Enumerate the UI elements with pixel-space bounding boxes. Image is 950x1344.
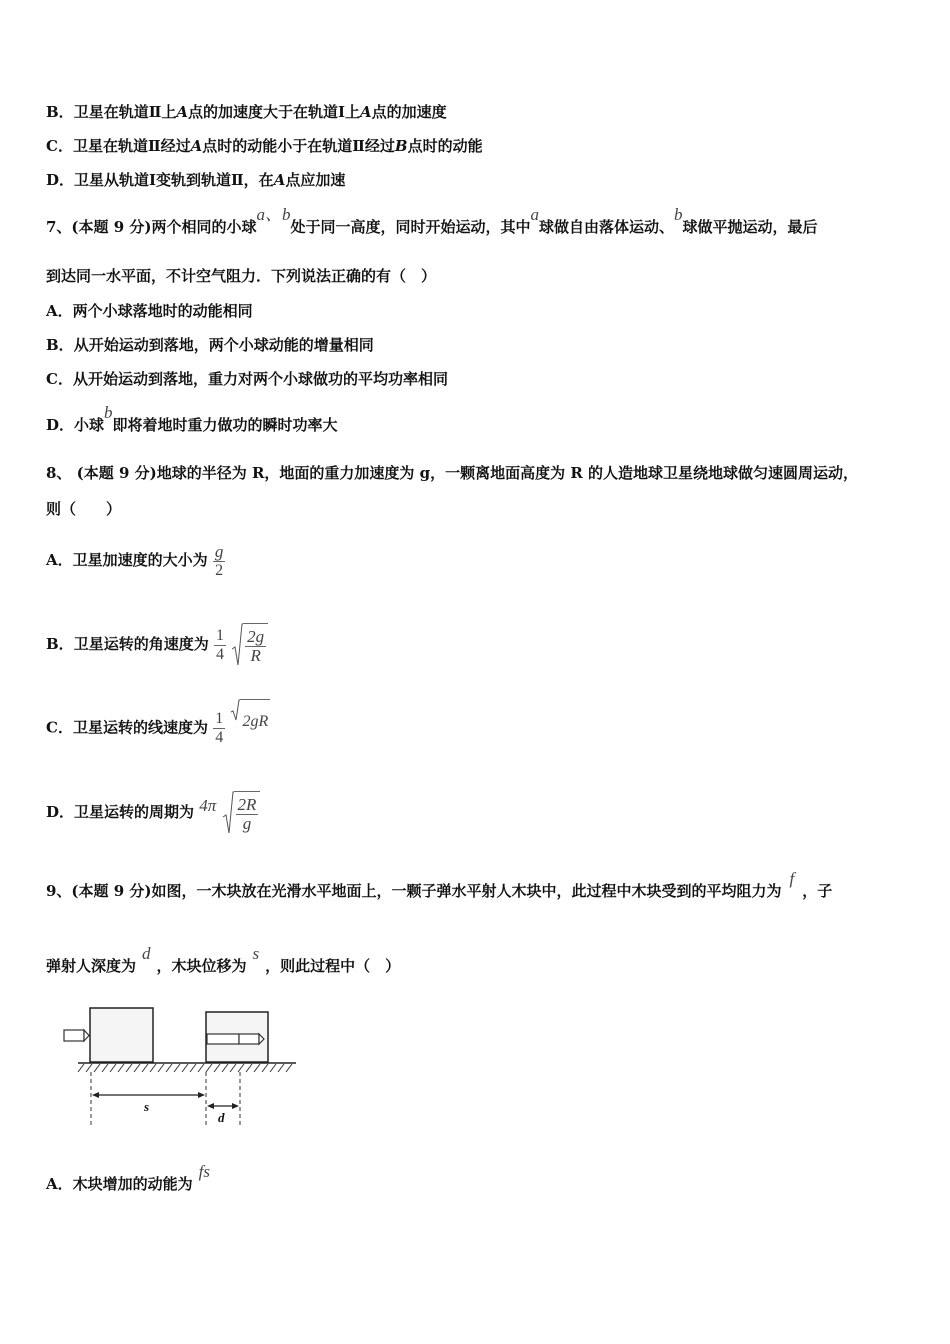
q8-option-d: D．卫星运转的周期为 4π $\frac{2R}{g}$ bbox=[46, 790, 260, 835]
var-b: b bbox=[674, 205, 683, 224]
fraction-one-quarter: $\frac{1}{4}$ bbox=[215, 626, 224, 663]
var-f: f bbox=[789, 869, 795, 888]
q7-stem-line1: 7、(本题 9 分)两个相同的小球a、b处于同一高度，同时开始运动，其中a球做自由落体运动、b球做平抛运动，最后 bbox=[46, 205, 818, 236]
label-d: d bbox=[218, 1110, 225, 1125]
var-fs: fs bbox=[198, 1162, 210, 1181]
coef-4pi: 4π bbox=[199, 796, 217, 815]
q9-stem-line2: 弹射人深度为d，木块位移为s，则此过程中（ ） bbox=[46, 944, 401, 975]
q7-option-b: B．从开始运动到落地，两个小球动能的增量相同 bbox=[46, 336, 374, 354]
q7-option-c: C．从开始运动到落地，重力对两个小球做功的平均功率相同 bbox=[46, 370, 448, 388]
sqrt-2R-over-g: $\frac{2R}{g}$ bbox=[222, 791, 261, 835]
var-d: d bbox=[142, 944, 151, 963]
q8-option-a: A．卫星加速度的大小为 $\frac{g}{2}$ bbox=[46, 541, 224, 579]
fraction-one-quarter: $\frac{1}{4}$ bbox=[215, 710, 224, 746]
q7-option-d: D．小球b即将着地时重力做功的瞬时功率大 bbox=[46, 403, 338, 434]
var-ab: a、b bbox=[256, 205, 291, 224]
label-s: s bbox=[144, 1099, 150, 1114]
bullet-block-figure bbox=[58, 1000, 303, 1130]
q6-option-b: B．卫星在轨道Ⅱ上A点的加速度大于在轨道Ⅰ上A点的加速度 bbox=[46, 103, 447, 121]
q9-option-a: A．木块增加的动能为fs bbox=[46, 1162, 210, 1193]
var-s: s bbox=[252, 944, 260, 963]
sqrt-2g-over-r: $\frac{2g}{R}$ bbox=[231, 623, 268, 667]
q7-option-a: A．两个小球落地时的动能相同 bbox=[46, 302, 253, 320]
q7-stem-line2: 到达同一水平面，不计空气阻力．下列说法正确的有（ ） bbox=[46, 267, 437, 285]
sqrt-2gR: 2gR bbox=[230, 699, 270, 742]
var-a: a bbox=[530, 205, 540, 224]
q8-option-b: B．卫星运转的角速度为 $\frac{1}{4}$ $\frac{2g}{R}$ bbox=[46, 622, 268, 667]
q8-stem-line1: 8、 (本题 9 分)地球的半径为 R，地面的重力加速度为 g，一颗离地面高度为 R 的人造地球卫星绕地球做匀速圆周运动， bbox=[46, 464, 859, 482]
q8-stem-line2: 则（ ） bbox=[46, 500, 122, 518]
var-b: b bbox=[104, 403, 113, 422]
q8-option-c: C．卫星运转的线速度为 $\frac{1}{4}$ 2gR bbox=[46, 707, 270, 750]
fraction-g-over-2: $\frac{g}{2}$ bbox=[214, 541, 224, 579]
q9-stem-line1: 9、(本题 9 分)如图，一木块放在光滑水平地面上，一颗子弹水平射人木块中，此过程中木块受到的平均阻力为f，子 bbox=[46, 869, 833, 900]
q6-option-c: C．卫星在轨道Ⅱ经过A点时的动能小于在轨道Ⅱ经过B点时的动能 bbox=[46, 137, 483, 155]
q6-option-d: D．卫星从轨道Ⅰ变轨到轨道Ⅱ，在A点应加速 bbox=[46, 171, 346, 189]
